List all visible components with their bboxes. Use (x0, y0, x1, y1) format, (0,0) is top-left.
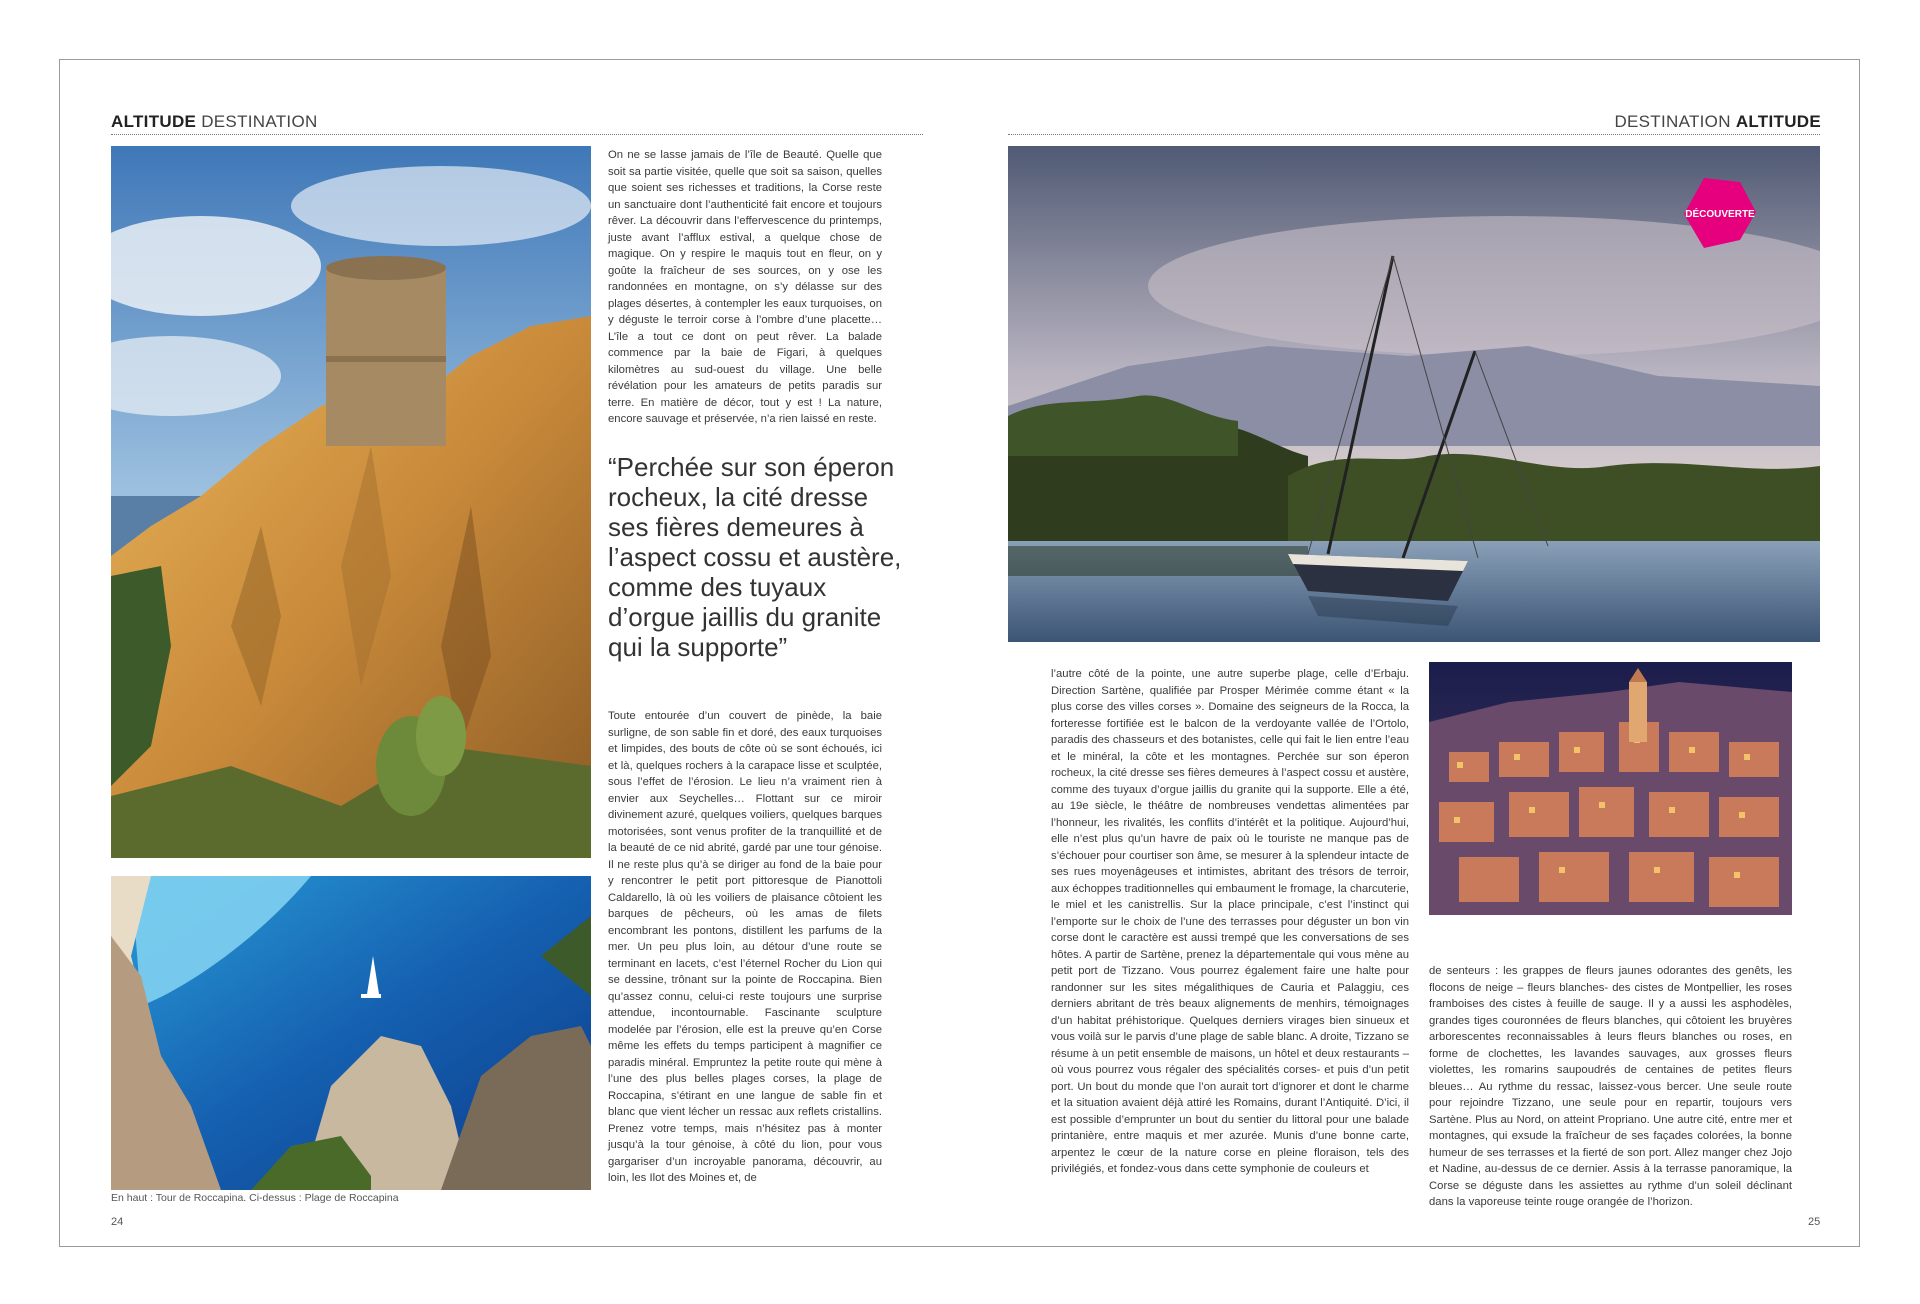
intro-paragraph (608, 147, 882, 428)
right-header-bold: ALTITUDE (1735, 112, 1821, 131)
col2-text: Toute entourée d’un couvert de pinède, la baie surligne, de son sable fin et doré, des eaux turquoises et limpides, des bouts de côte où se sont échoués, ici et là, quelques rochers à la carapace lisse et sculptée, sous l’effet de l’érosion. Le lieu n’a vraiment rien à envier aux Seychelles… Flottant sur ce miroir divinement azuré, quelques voiliers, quelques barques motorisées, sont venus profiter de la tranquillité et de la beauté de ce nid abrité, gardé par une tour génoise. Il ne reste plus qu’à se diriger au fond de la baie pour y rencontrer le petit port pittoresque de Pianottoli Caldarello, là où les voiliers de plaisance côtoient les barques de pêcheurs, où les amas de filets encombrant les pontons, distillent les parfums de la mer. Un peu plus loin, au détour d’une route se terminant en lacets, c’est l’éternel Rocher du Lion qui se dessine, trônant sur la pointe de Roccapina. Bien qu’assez connu, celui-ci reste toujours une surprise attendue, incontournable. Fascinante sculpture modelée par l’érosion, elle est la preuve qu’en Corse même les effets du temps participent à magnifier ce paradis minéral. Empruntez la petite route qui mène à l’une des plus belles plages corses, la plage de Roccapina, s’étirant en une langue de sable fin et blanc que vient lécher un ressac aux reflets cristallins. Prenez votre temps, mais n’hésitez pas à monter jusqu’à la tour génoise, à côté du lion, pour vous gargariser d’un incroyable panorama, découvrir, au loin, les Ilot des Moines et, de (608, 710, 882, 1184)
pull-quote: “Perchée sur son éperon rocheux, la cité dresse ses fières demeures à l’aspect cossu et austère, comme des tuyaux d’orgue jaillis du granite qui la supporte” (608, 452, 902, 662)
badge-label: DÉCOUVERTE (1685, 209, 1755, 220)
right-header-rule (1008, 134, 1820, 135)
intro-text: On ne se lasse jamais de l’île de Beauté. Quelle que soit sa partie visitée, quelle que soit sa saison, quelles que soient ses richesses et traditions, la Corse reste un sanctuaire dont l’authenticité fait encore et toujours rêver. La découvrir dans l’effervescence du printemps, juste avant l’afflux estival, a quelque chose de magique. On y respire le maquis tout en fleur, on y goûte la fraîcheur de ses sources, on y ose les randonnées en montagne, on s’y délasse sur des plages désertes, à contempler les eaux turquoises, on y déguste le terroir corse à l’ombre d’une placette… L’île a tout ce dont on peut rêver. La balade commence par la baie de Figari, à quelques kilomètres au sud-ouest du village. Une belle révélation pour les amateurs de petits paradis sur terre. En matière de décor, tout y est ! La nature, encore sauvage et préservée, n’a rien laissé en reste. (608, 149, 882, 425)
page-number-left: 24 (111, 1216, 124, 1228)
beach-photo (111, 876, 591, 1190)
right-running-header (1614, 112, 1821, 132)
body-column-2 (608, 708, 882, 1187)
page-number-right: 25 (1808, 1216, 1821, 1228)
left-running-header (111, 112, 318, 132)
tower-photo (111, 146, 591, 858)
photo-caption: En haut : Tour de Roccapina. Ci-dessus : Plage de Roccapina (111, 1192, 399, 1204)
right-header-light: DESTINATION (1614, 112, 1731, 131)
left-header-rule (111, 134, 923, 135)
left-header-light: DESTINATION (201, 112, 318, 131)
town-night-photo (1429, 662, 1792, 915)
col3-text: l’autre côté de la pointe, une autre superbe plage, celle d’Erbaju. Direction Sartène, qualifiée par Prosper Mérimée comme étant « la plus corse des villes corses ». Domaine des seigneurs de la Rocca, la forteresse fortifiée est le balcon de la verdoyante vallée de l’Ortolo, paradis des chasseurs et des botanistes, celle qui fait le lien entre l’eau et le minéral, la côte et les montagnes. Perchée sur son éperon rocheux, la cité dresse ses fières demeures à l’aspect cossu et austère, comme des tuyaux d’orgue jaillis du granite qui la supporte. Elle a été, au 19e siècle, le théâtre de nombreuses vendettas alimentées par l’honneur, les rivalités, les conflits d’intérêt et la politique. Aujourd’hui, elle n’est plus qu’un havre de paix où le touriste ne manque pas de s’échouer pour courtiser son âme, se mesurer à la splendeur intacte de ses rues moyenâgeuses et intimistes, abritant des trésors de terroir, aux échoppes traditionnelles qui embaument le fromage, la charcuterie, le miel et les canistrellis. Sur la place principale, c’est l’instinct qui l’emporte sur le choix de l’une des terrasses pour déguster un bon vin corse dont le caractère est aussi trempé que les conversations de ses hôtes. A partir de Sartène, prenez la départementale qui vous mène au petit port de Tizzano. Vous pourrez également faire une halte pour randonner sur les sites mégalithiques de Cauria et Palaggiu, ces derniers abritant de très beaux alignements de menhirs, témoignages d’un habitat préhistorique. Quelques derniers virages bien sinueux et vous voilà sur le parvis d’une plage de sable blanc. A droite, Tizzano se résume à un petit ensemble de maisons, un hôtel et deux restaurants – où vous pourrez vous régaler des spécialités corses- et puis d’un petit port. Un bout du monde que l’on aurait tort d’ignorer et dont le charme et la situation avaient déjà attiré les Romains, durant l’Antiquité. D’ici, il est possible d’emprunter un bout du sentier du littoral pour une balade printanière, entre maquis et mer azurée. Munis d’une bonne carte, arpentez le cœur de la nature corse en pleine floraison, tels des privilégiés, et fondez-vous dans cette symphonie de couleurs et (1051, 668, 1409, 1175)
body-column-3 (1051, 666, 1409, 1178)
left-header-bold: ALTITUDE (111, 112, 197, 131)
decouverte-badge (1684, 178, 1756, 248)
body-column-4 (1429, 963, 1792, 1211)
col4-text: de senteurs : les grappes de fleurs jaunes odorantes des genêts, les flocons de neige – fleurs blanches- des cistes de Montpellier, les roses framboises des cistes à feuille de sauge. Il y a aussi les asphodèles, grandes tiges couronnées de fleurs blanches, qui côtoient les bruyères arborescentes reconnaissables à leurs fleurs blanches ou roses, en forme de clochettes, les lavandes sauvages, aux grosses fleurs violettes, les romarins saupoudrés de centaines de petites fleurs bleues… Au rythme du ressac, laissez-vous bercer. Une seule route pour rejoindre Tizzano, une seule pour en repartir, toujours vers Sartène. Plus au Nord, on atteint Propriano. Une autre cité, entre mer et montagnes, qui exsude la fraîcheur de ses façades colorées, la bonne humeur de ses terrasses et la fierté de son port. Allez manger chez Jojo et Nadine, au-dessus de ce dernier. Assis à la terrasse panoramique, la Corse se déguste dans les assiettes au rythme d’un soleil déclinant dans la vaporeuse teinte rouge orangée de l’horizon. (1429, 965, 1792, 1208)
